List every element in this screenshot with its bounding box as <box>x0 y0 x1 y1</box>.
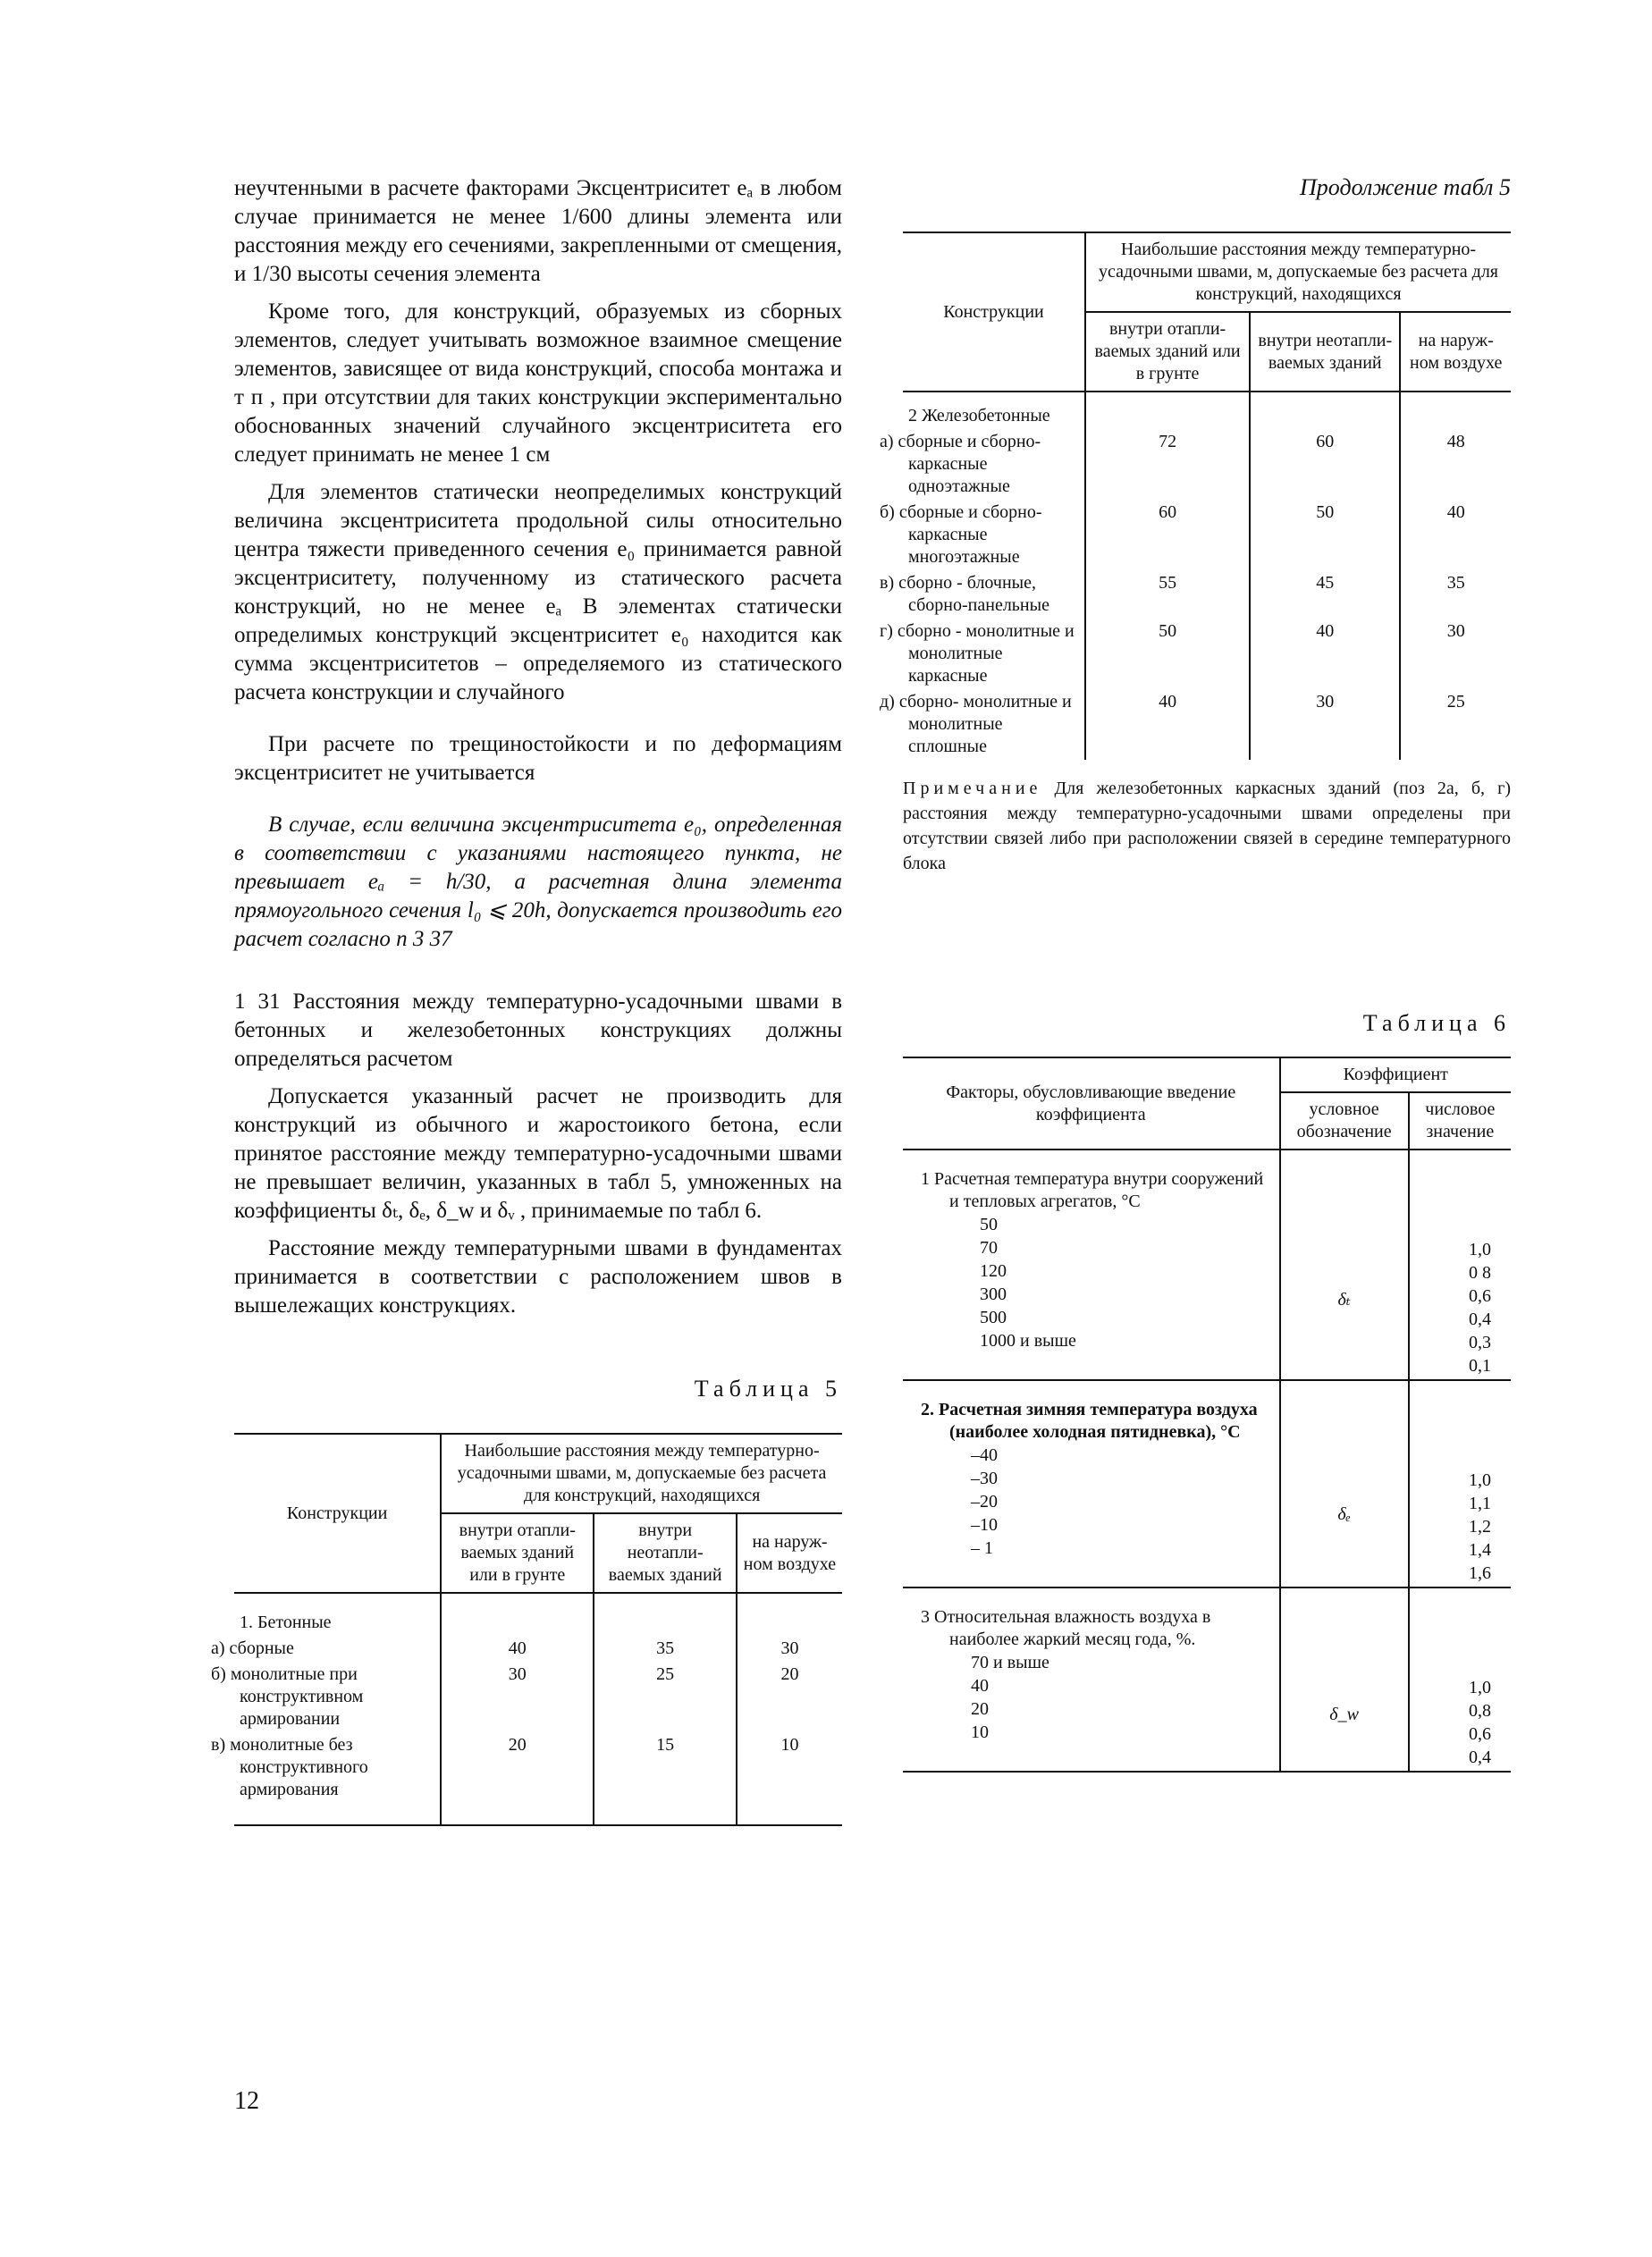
paragraph-eccentricity-min: неучтенными в расчете факторами Эксцентриситет eₐ в любом случае принимается не менее 1/600 длины элемента или расстояния между его сечениями, закрепленными от смещения, и 1/30 высоты сечения элемента <box>234 176 842 286</box>
table-row: д) сборно- монолитные и монолитные сплошные 40 30 25 <box>903 689 1511 760</box>
group-label: 3 Относительная влажность воздуха в наиболее жаркий месяц года, %. <box>921 1607 1211 1649</box>
paragraph-allowed-without-calc: Допускается указанный расчет не производить для конструкций из обычного и жаростоикого бетона, если принятое расстояние между температурно-усадочными швами не превышает величин, указанных в табл 5, умноженных на коэффициенты δₜ, δₑ, δ_w и δᵥ , принимаемые по табл 6. <box>234 1084 842 1223</box>
table5cont-header-group: Наибольшие расстояния между температурно-усадочными швами, м, допускаемые без расчета для конструкций, находящихся <box>1085 232 1511 312</box>
list-item: –10 <box>971 1515 998 1535</box>
list-item: 40 <box>971 1676 989 1696</box>
table-row: в) монолитные без конструктивного армирования 20 15 10 <box>234 1732 842 1825</box>
table5cont-section-label: 2 Железобетонные <box>908 406 1050 425</box>
table-row: а) сборные 40 35 30 <box>234 1636 842 1662</box>
table6-title: Таблица 6 <box>1362 1010 1511 1036</box>
list-item: –20 <box>971 1492 998 1512</box>
list-item: 300 <box>980 1284 1007 1304</box>
page-number: 12 <box>234 2087 259 2115</box>
left-column <box>211 174 842 1826</box>
list-item: –30 <box>971 1469 998 1488</box>
paragraph-eccentricity-limit: В случае, если величина эксцентриситета e₀, определенная в соответствии с указаниями настоящего пункта, не превышает eₐ = h/30, а расчетная длина элемента прямоугольного сечения l₀ ⩽ 20h, допускается производить его расчет согласно п 3 37 <box>234 813 842 951</box>
list-item: 20 <box>971 1699 989 1719</box>
note-label: Примечание <box>903 779 1042 798</box>
list-item: 1000 и выше <box>980 1331 1076 1351</box>
paragraph-crack-resistance: При расчете по трещиностойкости и по деформациям эксцентриситет не учитывается <box>234 732 842 785</box>
table5-title: Таблица 5 <box>694 1376 842 1402</box>
list-item: 50 <box>980 1215 998 1234</box>
table6 <box>903 1057 1511 1773</box>
list-item: 500 <box>980 1308 1007 1327</box>
paragraph-precast-offset: Кроме того, для конструкций, образуемых из сборных элементов, следует учитывать возможное взаимное смещение элементов, зависящее от вида конструкций, способа монтажа и т п , при отсутствии для таких конструкции экспериментально обоснованных значений случайного эксцентриситета его следует принимать не менее 1 см <box>234 299 842 467</box>
right-column <box>880 174 1511 1773</box>
table5-continuation-title: Продолжение табл 5 <box>1300 174 1511 200</box>
table5cont-header-outdoor: на наруж-ном воздухе <box>1400 312 1511 392</box>
table-row: а) сборные и сборно-каркасные одноэтажные 72 60 48 <box>903 429 1511 500</box>
list-item: – 1 <box>971 1538 993 1558</box>
table5-header-outdoor: на наруж-ном воздухе <box>737 1513 842 1593</box>
paragraph-static-indeterminate: Для элементов статически неопределимых конструкций величина эксцентриситета продольной силы относительно центра тяжести приведенного сечения e₀ принимается равной эксцентриситету, полученному из статического расчета конструкций, но не менее eₐ В элементах статически определимых конструкций эксцентриситет e₀ находится как сумма эксцентриситетов – определяемого из статического расчета конструкции и случайного <box>234 480 842 704</box>
symbol-delta-t: δₜ <box>1280 1150 1409 1380</box>
table5cont-header-unheated: внутри неотапли-ваемых зданий <box>1250 312 1400 392</box>
table6-header-factors: Факторы, обусловливающие введение коэффициента <box>903 1057 1280 1150</box>
paragraph-foundation-joints: Расстояние между температурными швами в фундаментах принимается в соответствии с расположением швов в вышележащих конструкциях. <box>234 1236 842 1318</box>
table5-header-heated: внутри отапли-ваемых зданий или в грунте <box>441 1513 594 1593</box>
list-item: 10 <box>971 1722 989 1742</box>
table6-header-value: числовое значение <box>1409 1092 1511 1150</box>
table5cont-header-heated: внутри отапли-ваемых зданий или в грунте <box>1085 312 1250 392</box>
list-item: 120 <box>980 1261 1007 1281</box>
table-row: б) монолитные при конструктивном армировании 30 25 20 <box>234 1662 842 1732</box>
table6-header-symbol: условное обозначение <box>1280 1092 1409 1150</box>
table5-continuation <box>880 232 1511 760</box>
note-text: Для железобетонных каркасных зданий (поз 2а, б, г) расстояния между температурно-усадочными швами определены при отсутствии связей либо при расположении связей в середине температурного блока <box>903 779 1511 873</box>
group-label: 2. Расчетная зимняя температура воздуха (наиболее холодная пятидневка), °С <box>921 1400 1258 1442</box>
table5-section-label: 1. Бетонные <box>240 1613 332 1632</box>
table5-header-group: Наибольшие расстояния между температурно-усадочными швами, м, допускаемые без расчета для конструкций, находящихся <box>441 1434 842 1513</box>
paragraph-clause-1-31: 1 31 Расстояния между температурно-усадочными швами в бетонных и железобетонных конструкциях должны определяться расчетом <box>234 990 842 1071</box>
table6-group-winter-temperature: 2. Расчетная зимняя температура воздуха (наиболее холодная пятидневка), °С –40 –30 –20 –10 – 1 δₑ 1,0 1,1 1,2 1,4 1,6 <box>903 1380 1511 1587</box>
table6-group-temperature: 1 Расчетная температура внутри сооружений и тепловых агрегатов, °С 50 70 120 300 500 1000 и выше δₜ 1,0 0 8 0,6 0,4 0,3 0,1 <box>903 1150 1511 1380</box>
table-row: в) сборно - блочные, сборно-панельные 55 45 35 <box>903 570 1511 619</box>
symbol-delta-e: δₑ <box>1280 1380 1409 1587</box>
symbol-delta-w: δ_w <box>1280 1587 1409 1772</box>
table5-header-unheated: внутри неотапли-ваемых зданий <box>594 1513 737 1593</box>
table6-header-coef: Коэффициент <box>1280 1057 1511 1092</box>
list-item: 70 <box>980 1238 998 1258</box>
group-label: 1 Расчетная температура внутри сооружений и тепловых агрегатов, °С <box>921 1169 1264 1211</box>
table-row: г) сборно - монолитные и монолитные каркасные 50 40 30 <box>903 619 1511 689</box>
table5cont-header-construction: Конструкции <box>903 232 1085 392</box>
table5 <box>211 1433 842 1826</box>
table6-group-humidity: 3 Относительная влажность воздуха в наиболее жаркий месяц года, %. 70 и выше 40 20 10 δ_w 1,0 0,8 0,6 0,4 <box>903 1587 1511 1772</box>
table5-note <box>903 776 1511 876</box>
table5-header-construction: Конструкции <box>234 1434 441 1593</box>
table-row: б) сборные и сборно-каркасные многоэтажные 60 50 40 <box>903 500 1511 570</box>
list-item: –40 <box>971 1445 998 1465</box>
list-item: 70 и выше <box>971 1653 1049 1672</box>
